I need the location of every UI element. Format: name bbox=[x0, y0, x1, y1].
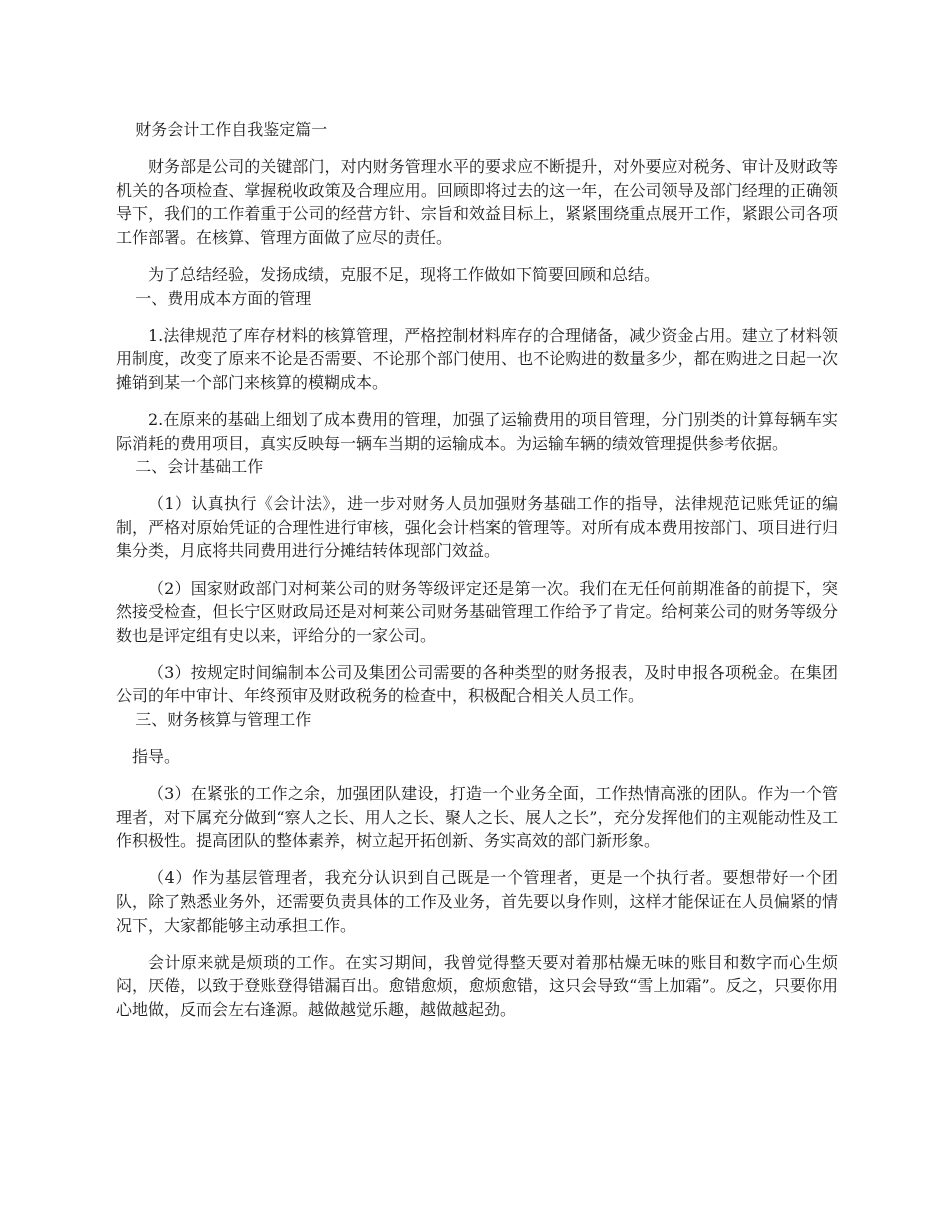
paragraph-basic-1: （1）认真执行《会计法》，进一步对财务人员加强财务基础工作的指导，法律规范记账凭证的编制，严格对原始凭证的合理性进行审核，强化会计档案的管理等。对所有成本费用按部门、项目进行归集分类，月底将共同费用进行分摊结转体现部门效益。 bbox=[116, 494, 838, 561]
paragraph-basic-3: （3）按规定时间编制本公司及集团公司需要的各种类型的财务报表，及时申报各项税金。在集团公司的年中审计、年终预审及财政税务的检查中，积极配合相关人员工作。 bbox=[116, 662, 838, 706]
document-title: 财务会计工作自我鉴定篇一 bbox=[135, 120, 328, 139]
paragraph-team-building: （3）在紧张的工作之余，加强团队建设，打造一个业务全面，工作热情高涨的团队。作为一个管理者，对下属充分做到“察人之长、用人之长、聚人之长、展人之长”，充分发挥他们的主观能动性及工作积极性。提高团队的整体素养，树立起开拓创新、务实高效的部门新形象。 bbox=[116, 784, 838, 851]
paragraph-guidance: 指导。 bbox=[132, 747, 181, 767]
paragraph-item-2: 2.在原来的基础上细划了成本费用的管理，加强了运输费用的项目管理，分门别类的计算每辆车实际消耗的费用项目，真实反映每一辆车当期的运输成本。为运输车辆的绩效管理提供参考依据。 bbox=[116, 409, 838, 453]
document-body bbox=[116, 118, 838, 1022]
paragraph-intro: 财务部是公司的关键部门，对内财务管理水平的要求应不断提升，对外要应对税务、审计及财政等机关的各项检查、掌握税收政策及合理应用。回顾即将过去的这一年，在公司领导及部门经理的正确领导下，我们的工作着重于公司的经营方针、宗旨和效益目标上，紧紧围绕重点展开工作，紧跟公司各项工作部署。在核算、管理方面做了应尽的责任。 bbox=[116, 157, 838, 247]
section-heading-2: 二、会计基础工作 bbox=[135, 457, 264, 477]
paragraph-accounting-reflection: 会计原来就是烦琐的工作。在实习期间，我曾觉得整天要对着那枯燥无味的账目和数字而心生烦闷，厌倦，以致于登账登得错漏百出。愈错愈烦，愈烦愈错，这只会导致“雪上加霜”。反之，只要你用心地做，反而会左右逢源。越做越觉乐趣，越做越起劲。 bbox=[116, 952, 838, 1019]
paragraph-item-1: 1.法律规范了库存材料的核算管理，严格控制材料库存的合理储备，减少资金占用。建立了材料领用制度，改变了原来不论是否需要、不论那个部门使用、也不论购进的数量多少，都在购进之日起一次摊销到某一个部门来核算的模糊成本。 bbox=[116, 325, 838, 392]
paragraph-basic-2: （2）国家财政部门对柯莱公司的财务等级评定还是第一次。我们在无任何前期准备的前提下，突然接受检查，但长宁区财政局还是对柯莱公司财务基础管理工作给予了肯定。给柯莱公司的财务等级分数也是评定组有史以来，评给分的一家公司。 bbox=[116, 578, 838, 645]
section-heading-1: 一、费用成本方面的管理 bbox=[135, 288, 312, 308]
paragraph-manager-role: （4）作为基层管理者，我充分认识到自己既是一个管理者，更是一个执行者。要想带好一个团队，除了熟悉业务外，还需要负责具体的工作及业务，首先要以身作则，这样才能保证在人员偏紧的情况下，大家都能够主动承担工作。 bbox=[116, 868, 838, 935]
paragraph-summary: 为了总结经验，发扬成绩，克服不足，现将工作做如下简要回顾和总结。 bbox=[148, 264, 661, 284]
section-heading-3: 三、财务核算与管理工作 bbox=[135, 709, 312, 729]
